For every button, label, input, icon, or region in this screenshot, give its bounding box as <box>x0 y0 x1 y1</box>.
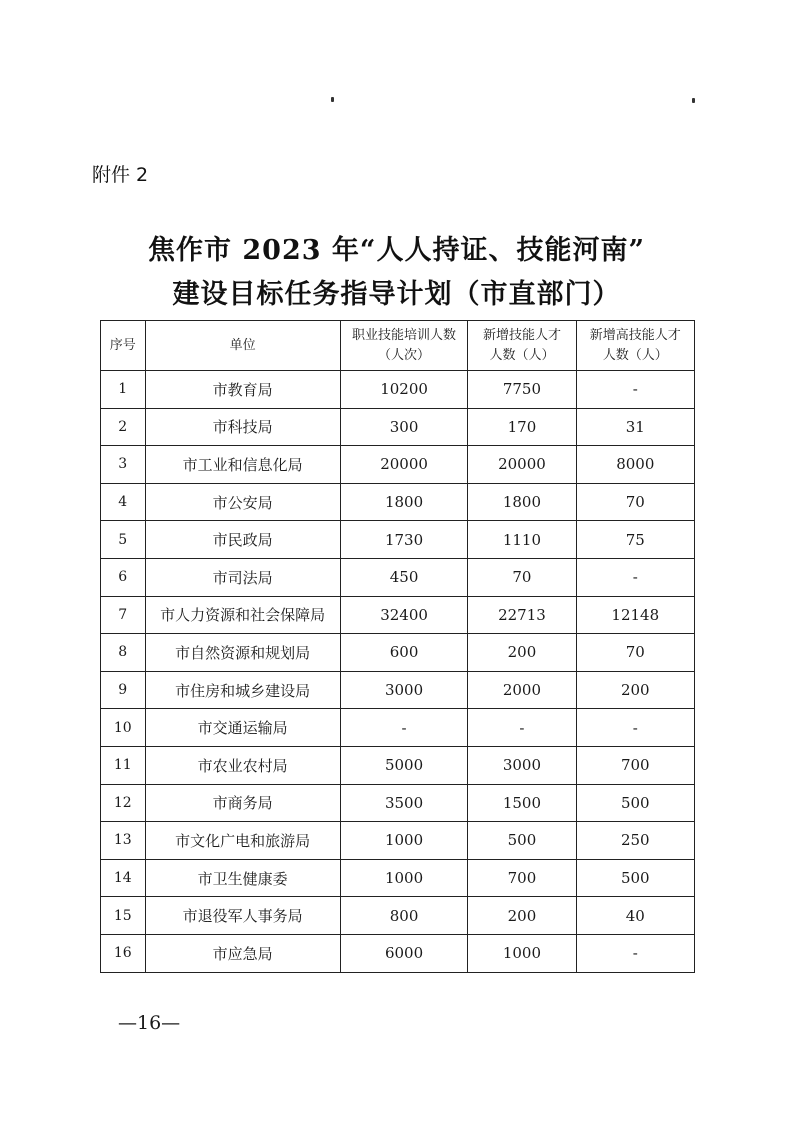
cell-new-skilled: 1000 <box>468 934 576 972</box>
table-row <box>101 822 695 860</box>
cell-unit: 市商务局 <box>145 784 340 822</box>
header-training-count-line2: （人次） <box>378 347 431 363</box>
cell-seq: 1 <box>101 371 146 409</box>
cell-new-skilled: 70 <box>468 558 576 596</box>
document-title-line1: 焦作市 2023 年“人人持证、技能河南” <box>147 235 645 266</box>
cell-new-skilled: 700 <box>468 859 576 897</box>
cell-new-skilled: 170 <box>468 408 576 446</box>
header-new-high-skilled-line2: 人数（人） <box>602 347 668 363</box>
cell-unit: 市应急局 <box>145 934 340 972</box>
cell-new-high-skilled: 40 <box>576 897 694 935</box>
cell-unit: 市自然资源和规划局 <box>145 634 340 672</box>
header-new-skilled <box>468 321 576 371</box>
cell-new-high-skilled: - <box>576 371 694 409</box>
cell-new-high-skilled: 8000 <box>576 446 694 484</box>
table-row <box>101 371 695 409</box>
scan-speck <box>692 98 695 103</box>
cell-new-high-skilled: 250 <box>576 822 694 860</box>
cell-new-skilled: 1110 <box>468 521 576 559</box>
cell-training-count: 6000 <box>340 934 468 972</box>
cell-unit: 市教育局 <box>145 371 340 409</box>
cell-unit: 市人力资源和社会保障局 <box>145 596 340 634</box>
cell-unit: 市农业农村局 <box>145 746 340 784</box>
cell-new-high-skilled: 700 <box>576 746 694 784</box>
header-new-high-skilled-line1: 新增高技能人才 <box>589 327 681 343</box>
cell-new-high-skilled: - <box>576 709 694 747</box>
cell-seq: 10 <box>101 709 146 747</box>
cell-new-high-skilled: 12148 <box>576 596 694 634</box>
cell-training-count: 1730 <box>340 521 468 559</box>
page-number: —16— <box>118 1012 181 1034</box>
header-unit: 单位 <box>145 321 340 371</box>
cell-seq: 11 <box>101 746 146 784</box>
cell-training-count: 10200 <box>340 371 468 409</box>
attachment-label: 附件 2 <box>92 164 149 186</box>
cell-unit: 市住房和城乡建设局 <box>145 671 340 709</box>
table-row <box>101 596 695 634</box>
cell-new-skilled: 500 <box>468 822 576 860</box>
cell-unit: 市科技局 <box>145 408 340 446</box>
cell-training-count: 1800 <box>340 483 468 521</box>
cell-unit: 市司法局 <box>145 558 340 596</box>
cell-new-skilled: 20000 <box>468 446 576 484</box>
cell-seq: 9 <box>101 671 146 709</box>
cell-new-skilled: 3000 <box>468 746 576 784</box>
table-row <box>101 446 695 484</box>
cell-seq: 15 <box>101 897 146 935</box>
cell-seq: 7 <box>101 596 146 634</box>
cell-training-count: 600 <box>340 634 468 672</box>
target-plan-table <box>100 320 695 973</box>
header-new-skilled-line2: 人数（人） <box>489 347 555 363</box>
table-row <box>101 521 695 559</box>
cell-unit: 市交通运输局 <box>145 709 340 747</box>
cell-unit: 市公安局 <box>145 483 340 521</box>
table-row <box>101 859 695 897</box>
table-row <box>101 709 695 747</box>
cell-seq: 13 <box>101 822 146 860</box>
table-row <box>101 746 695 784</box>
cell-seq: 6 <box>101 558 146 596</box>
cell-unit: 市民政局 <box>145 521 340 559</box>
cell-seq: 3 <box>101 446 146 484</box>
cell-new-high-skilled: 500 <box>576 859 694 897</box>
table-row <box>101 897 695 935</box>
cell-seq: 4 <box>101 483 146 521</box>
cell-training-count: 450 <box>340 558 468 596</box>
cell-new-skilled: 2000 <box>468 671 576 709</box>
cell-training-count: 800 <box>340 897 468 935</box>
cell-training-count: 5000 <box>340 746 468 784</box>
header-training-count <box>340 321 468 371</box>
cell-new-high-skilled: - <box>576 934 694 972</box>
cell-new-skilled: 200 <box>468 634 576 672</box>
cell-new-skilled: 1800 <box>468 483 576 521</box>
header-new-high-skilled <box>576 321 694 371</box>
cell-training-count: 3500 <box>340 784 468 822</box>
cell-seq: 5 <box>101 521 146 559</box>
table-row <box>101 671 695 709</box>
cell-new-high-skilled: 500 <box>576 784 694 822</box>
cell-new-skilled: - <box>468 709 576 747</box>
cell-new-high-skilled: - <box>576 558 694 596</box>
cell-new-high-skilled: 31 <box>576 408 694 446</box>
cell-training-count: 1000 <box>340 822 468 860</box>
cell-seq: 2 <box>101 408 146 446</box>
cell-training-count: - <box>340 709 468 747</box>
cell-new-high-skilled: 70 <box>576 483 694 521</box>
header-training-count-line1: 职业技能培训人数 <box>352 327 457 343</box>
table-row <box>101 634 695 672</box>
cell-seq: 16 <box>101 934 146 972</box>
cell-training-count: 300 <box>340 408 468 446</box>
cell-new-skilled: 1500 <box>468 784 576 822</box>
cell-seq: 12 <box>101 784 146 822</box>
cell-new-skilled: 200 <box>468 897 576 935</box>
cell-training-count: 1000 <box>340 859 468 897</box>
cell-new-skilled: 7750 <box>468 371 576 409</box>
header-seq: 序号 <box>101 321 146 371</box>
cell-new-skilled: 22713 <box>468 596 576 634</box>
cell-training-count: 20000 <box>340 446 468 484</box>
cell-unit: 市退役军人事务局 <box>145 897 340 935</box>
cell-unit: 市工业和信息化局 <box>145 446 340 484</box>
table-row <box>101 784 695 822</box>
table-row <box>101 408 695 446</box>
header-new-skilled-line1: 新增技能人才 <box>482 327 561 343</box>
cell-unit: 市文化广电和旅游局 <box>145 822 340 860</box>
scan-speck <box>331 97 334 102</box>
cell-new-high-skilled: 200 <box>576 671 694 709</box>
document-title-line2: 建设目标任务指导计划（市直部门） <box>172 279 621 310</box>
cell-seq: 14 <box>101 859 146 897</box>
table-row <box>101 483 695 521</box>
table-header-row <box>101 321 695 371</box>
cell-new-high-skilled: 70 <box>576 634 694 672</box>
cell-new-high-skilled: 75 <box>576 521 694 559</box>
table-row <box>101 558 695 596</box>
cell-seq: 8 <box>101 634 146 672</box>
cell-training-count: 32400 <box>340 596 468 634</box>
cell-unit: 市卫生健康委 <box>145 859 340 897</box>
table-row <box>101 934 695 972</box>
cell-training-count: 3000 <box>340 671 468 709</box>
